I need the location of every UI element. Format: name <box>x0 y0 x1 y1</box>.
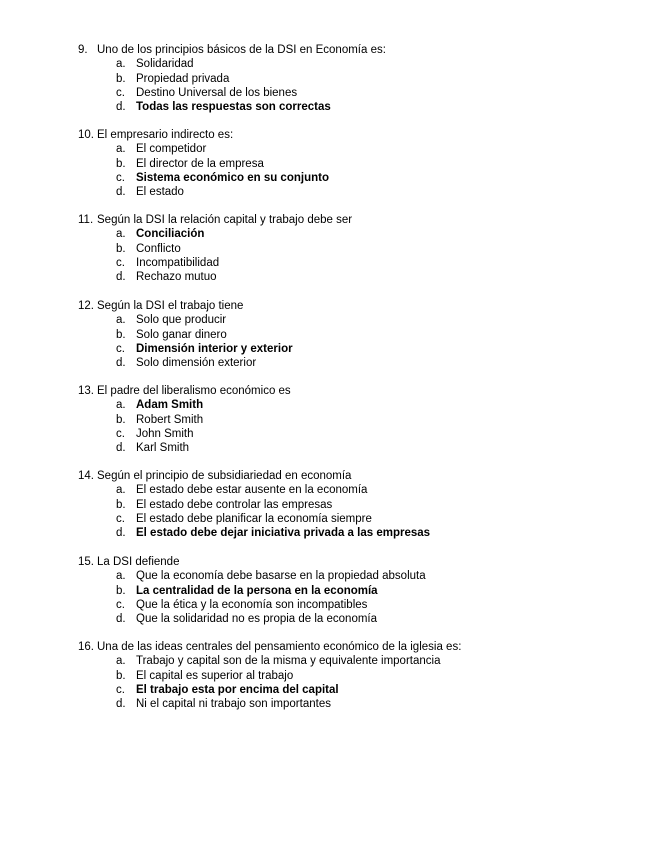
option-letter: c. <box>116 683 125 696</box>
question-number: 15. <box>78 556 94 568</box>
option-c <box>78 427 638 441</box>
option-list <box>78 57 638 114</box>
option-text: La centralidad de la persona en la economía <box>136 584 378 597</box>
option-c <box>78 683 638 697</box>
option-list <box>78 654 638 711</box>
option-c <box>78 342 638 356</box>
option-text: Robert Smith <box>136 413 204 426</box>
option-letter: a. <box>116 314 126 327</box>
question-number: 14. <box>78 470 94 482</box>
option-list <box>78 227 638 284</box>
option-b <box>78 242 638 256</box>
option-text: Todas las respuestas son correctas <box>136 101 331 114</box>
question-10 <box>78 128 638 199</box>
option-letter: c. <box>116 427 125 440</box>
option-text: Sistema económico en su conjunto <box>136 171 329 184</box>
option-d <box>78 270 638 284</box>
question-number: 16. <box>78 641 94 653</box>
option-letter: d. <box>116 101 126 114</box>
option-text: Que la economía debe basarse en la propiedad absoluta <box>136 570 426 583</box>
question-text: Según el principio de subsidiariedad en economía <box>97 470 352 482</box>
option-a <box>78 398 638 412</box>
question-number: 11. <box>78 214 94 226</box>
question-stem <box>78 384 638 398</box>
option-b <box>78 498 638 512</box>
option-text: Incompatibilidad <box>136 256 220 269</box>
option-letter: c. <box>116 342 125 355</box>
question-12 <box>78 299 638 370</box>
option-d <box>78 697 638 711</box>
question-9 <box>78 43 638 114</box>
question-13 <box>78 384 638 455</box>
option-letter: b. <box>116 584 126 597</box>
question-stem <box>78 128 638 142</box>
option-text: Conflicto <box>136 242 181 255</box>
option-c <box>78 256 638 270</box>
option-text: Rechazo mutuo <box>136 271 217 284</box>
question-11 <box>78 213 638 284</box>
option-text: Solo dimensión exterior <box>136 357 257 370</box>
option-a <box>78 654 638 668</box>
option-letter: b. <box>116 72 126 85</box>
question-number: 13. <box>78 385 94 397</box>
option-d <box>78 185 638 199</box>
option-text: Destino Universal de los bienes <box>136 86 298 99</box>
option-text: Karl Smith <box>136 442 190 455</box>
question-stem <box>78 469 638 483</box>
option-a <box>78 483 638 497</box>
option-text: El estado debe estar ausente en la economía <box>136 484 368 497</box>
option-text: Propiedad privada <box>136 72 230 85</box>
option-letter: c. <box>116 171 125 184</box>
question-number: 12. <box>78 300 94 312</box>
question-text: La DSI defiende <box>97 556 180 568</box>
question-text: Uno de los principios básicos de la DSI en Economía es: <box>97 44 386 56</box>
option-list <box>78 313 638 370</box>
option-letter: a. <box>116 143 126 156</box>
question-16 <box>78 640 638 711</box>
option-text: El competidor <box>136 143 207 156</box>
option-a <box>78 227 638 241</box>
option-text: Adam Smith <box>136 399 204 412</box>
question-stem <box>78 43 638 57</box>
option-b <box>78 72 638 86</box>
option-letter: b. <box>116 157 126 170</box>
option-a <box>78 57 638 71</box>
option-letter: c. <box>116 86 125 99</box>
question-text: El empresario indirecto es: <box>97 129 234 141</box>
option-text: El estado <box>136 186 184 199</box>
option-letter: a. <box>116 228 126 241</box>
question-text: Según la DSI la relación capital y trabajo debe ser <box>97 214 353 226</box>
option-a <box>78 313 638 327</box>
option-text: Dimensión interior y exterior <box>136 342 293 355</box>
question-text: Una de las ideas centrales del pensamiento económico de la iglesia es: <box>97 641 462 653</box>
option-list <box>78 398 638 455</box>
option-text: Que la ética y la economía son incompatibles <box>136 598 368 611</box>
option-d <box>78 100 638 114</box>
option-letter: a. <box>116 484 126 497</box>
option-b <box>78 328 638 342</box>
option-text: Conciliación <box>136 228 205 241</box>
option-text: Solidaridad <box>136 58 194 71</box>
option-letter: d. <box>116 698 126 711</box>
option-text: El director de la empresa <box>136 157 264 170</box>
option-letter: a. <box>116 399 126 412</box>
option-letter: b. <box>116 242 126 255</box>
option-d <box>78 612 638 626</box>
option-d <box>78 356 638 370</box>
option-c <box>78 512 638 526</box>
option-text: El capital es superior al trabajo <box>136 669 294 682</box>
option-b <box>78 669 638 683</box>
question-text: El padre del liberalismo económico es <box>97 385 291 397</box>
option-letter: d. <box>116 357 126 370</box>
option-letter: c. <box>116 256 125 269</box>
option-letter: d. <box>116 613 126 626</box>
question-14 <box>78 469 638 540</box>
option-list <box>78 142 638 199</box>
option-text: Ni el capital ni trabajo son importantes <box>136 698 331 711</box>
option-text: Solo ganar dinero <box>136 328 227 341</box>
option-letter: d. <box>116 186 126 199</box>
option-text: El estado debe planificar la economía siempre <box>136 512 372 525</box>
option-letter: c. <box>116 512 125 525</box>
option-b <box>78 157 638 171</box>
option-c <box>78 86 638 100</box>
option-letter: a. <box>116 58 126 71</box>
question-stem <box>78 555 638 569</box>
option-text: Solo que producir <box>136 314 227 327</box>
question-text: Según la DSI el trabajo tiene <box>97 300 244 312</box>
option-d <box>78 441 638 455</box>
option-list <box>78 569 638 626</box>
question-stem <box>78 299 638 313</box>
option-letter: a. <box>116 655 126 668</box>
option-letter: b. <box>116 498 126 511</box>
option-list <box>78 483 638 540</box>
option-text: Que la solidaridad no es propia de la economía <box>136 613 378 626</box>
option-letter: d. <box>116 442 126 455</box>
question-stem <box>78 640 638 654</box>
option-c <box>78 171 638 185</box>
option-b <box>78 413 638 427</box>
option-letter: c. <box>116 598 125 611</box>
question-number: 9. <box>78 44 88 56</box>
option-c <box>78 598 638 612</box>
option-a <box>78 569 638 583</box>
option-letter: a. <box>116 570 126 583</box>
question-number: 10. <box>78 129 94 141</box>
question-15 <box>78 555 638 626</box>
option-letter: d. <box>116 527 126 540</box>
option-text: El estado debe controlar las empresas <box>136 498 333 511</box>
option-letter: d. <box>116 271 126 284</box>
option-letter: b. <box>116 413 126 426</box>
option-text: Trabajo y capital son de la misma y equivalente importancia <box>136 655 441 668</box>
option-letter: b. <box>116 328 126 341</box>
option-letter: b. <box>116 669 126 682</box>
option-text: John Smith <box>136 427 194 440</box>
option-b <box>78 584 638 598</box>
option-d <box>78 526 638 540</box>
option-text: El estado debe dejar iniciativa privada a las empresas <box>136 527 431 540</box>
option-a <box>78 142 638 156</box>
option-text: El trabajo esta por encima del capital <box>136 683 339 696</box>
question-stem <box>78 213 638 227</box>
